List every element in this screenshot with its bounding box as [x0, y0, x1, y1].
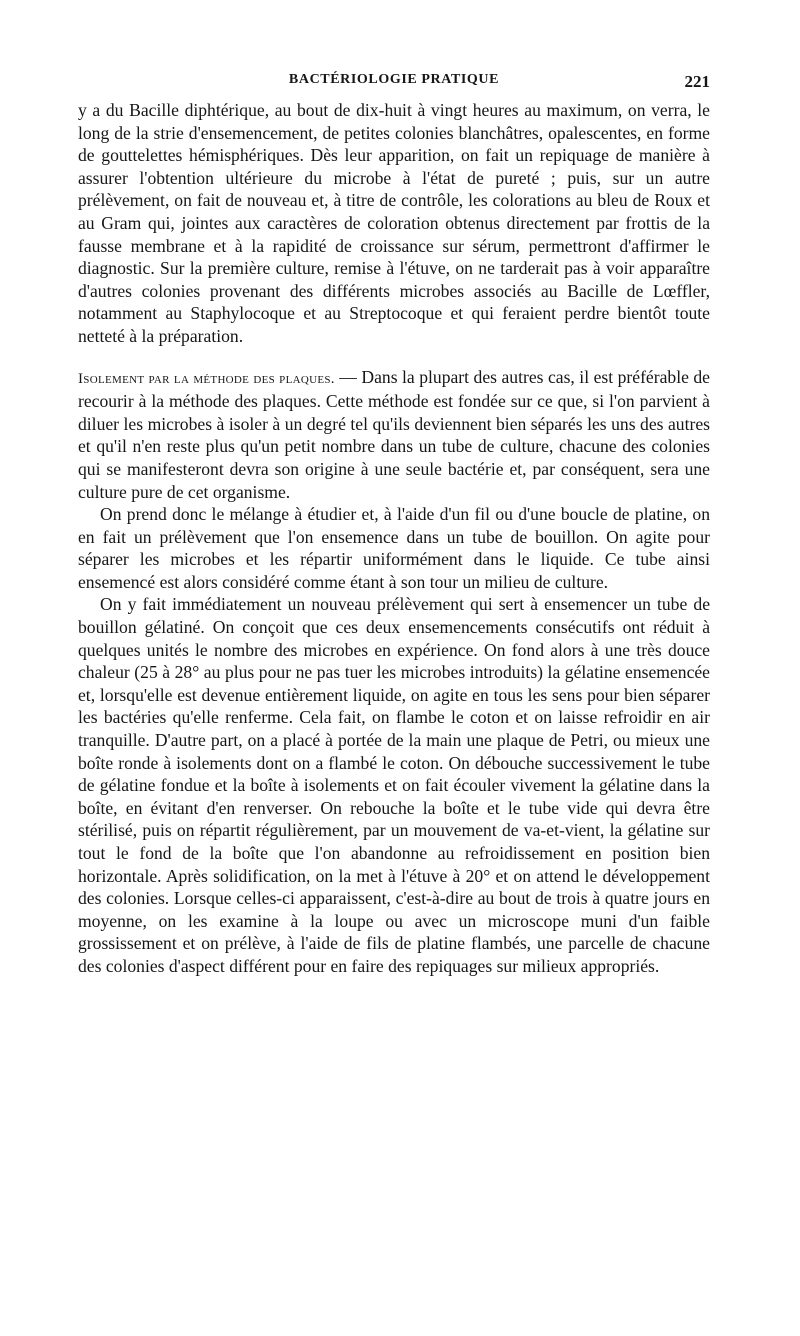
paragraph-diphtheria-culture: y a du Bacille diphtérique, au bout de dix-huit à vingt heures au maximum, on verra, le long de la strie d'ensemencement, de petites colonies blanchâtres, opalescentes, en forme de gouttelettes hémisphériques. Dès leur apparition, on fait un repiquage de manière à assurer l'obtention ultérieure du microbe à l'état de pureté ; puis, sur un autre prélèvement, on fait de nouveau et, à titre de contrôle, les colorations au bleu de Roux et au Gram qui, jointes aux caractères de coloration obtenus directement par frottis de la fausse membrane et à la rapidité de croissance sur sérum, permettront d'affirmer le diagnostic. Sur la première culture, remise à l'étuve, on ne tarderait pas à voir apparaître d'autres colonies provenant des différents microbes associés au Bacille de Lœffler, notamment au Staphylocoque et au Streptocoque et qui feraient perdre bientôt toute netteté à la préparation. — [78, 100, 710, 346]
running-title: BACTÉRIOLOGIE PRATIQUE — [288, 72, 500, 87]
paragraph-broth-dilution: On prend donc le mélange à étudier et, à l'aide d'un fil ou d'une boucle de platine, on en fait un prélèvement que l'on ensemence dans un tube de bouillon. On agite pour séparer les microbes et les répartir uniformément dans le liquide. Ce tube ainsi ensemencé est alors considéré comme étant à son tour un milieu de culture. — [78, 504, 710, 592]
body-text — [78, 99, 710, 978]
paragraph-plate-method-text: — Dans la plupart des autres cas, il est préférable de recourir à la méthode des plaques. Cette méthode est fondée sur ce que, si l'on parvient à diluer les microbes à isoler à un degré tel qu'ils deviennent bien séparés les uns des autres et qu'il n'en reste plus qu'un petit nombre dans un tube de culture, chacune des colonies qui se manifesteront devra son origine à une seule bactérie et, par conséquent, sera une culture pure de cet organisme. — [78, 366, 710, 502]
page-number: 221 — [684, 72, 710, 91]
paragraph-plate-method — [78, 366, 710, 504]
section-heading: Isolement par la méthode des plaques. — [78, 370, 335, 387]
paragraph-gelatin-plating: On y fait immédiatement un nouveau prélèvement qui sert à ensemencer un tube de bouillon gélatiné. On conçoit que ces deux ensemencements consécutifs ont réduit à quelques unités le nombre des microbes en expérience. On fond alors à une très douce chaleur (25 à 28° au plus pour ne pas tuer les microbes introduits) la gélatine ensemencée et, lorsqu'elle est devenue entièrement liquide, on agite en tous les sens pour bien séparer les bactéries qu'elle renferme. Cela fait, on flambe le coton et on laisse refroidir en air tranquille. D'autre part, on a placé à portée de la main une plaque de Petri, ou mieux une boîte ronde à isolements dont on a flambé le coton. On débouche successivement le tube de gélatine fondue et la boîte à isolements et on fait écouler vivement la gélatine dans la boîte, en évitant d'en renverser. On rebouche la boîte et le tube vide qui devra être stérilisé, puis on répartit régulièrement, par un mouvement de va-et-vient, la gélatine sur tout le fond de la boîte que l'on abandonne au refroidissement en position bien horizontale. Après solidification, on la met à l'étuve à 20° et on attend le développement des colonies. Lorsque celles-ci apparaissent, c'est-à-dire au bout de trois à quatre jours en moyenne, on les examine à la loupe ou avec un microscope muni d'un faible grossissement et on prélève, à l'aide de fils de platine flambés, une parcelle de chacune des colonies d'aspect différent pour en faire des repiquages sur milieux appropriés. — [78, 594, 710, 976]
running-head — [78, 72, 710, 94]
